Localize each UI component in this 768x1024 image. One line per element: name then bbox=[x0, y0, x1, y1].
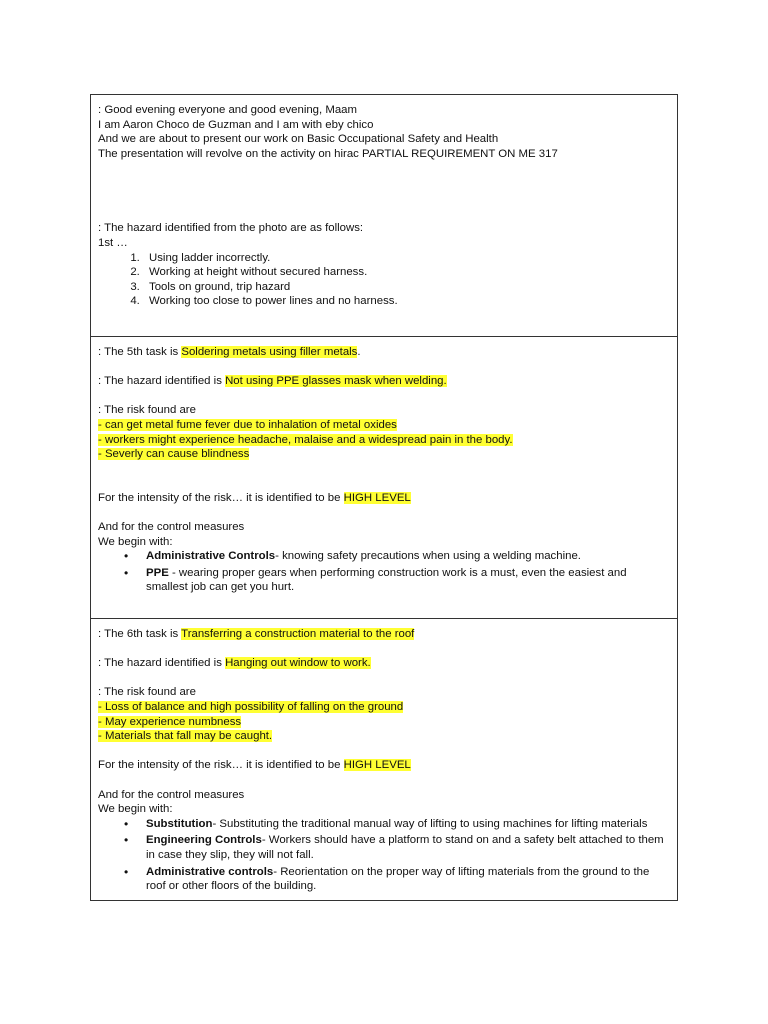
task6-hazard: Hanging out window to work. bbox=[225, 657, 371, 670]
hazard-item: 3. Tools on ground, trip hazard bbox=[143, 280, 670, 295]
task6-control-list bbox=[98, 817, 670, 894]
task6-intensity: HIGH LEVEL bbox=[343, 759, 411, 772]
task5-title-line: : The 5th task is Soldering metals using filler metals. bbox=[98, 346, 361, 358]
greeting-line: : Good evening everyone and good evening, Maam bbox=[98, 104, 357, 116]
task5-risk-item: - can get metal fume fever due to inhalation of metal oxides bbox=[98, 418, 397, 431]
task5-hazard-line: : The hazard identified is Not using PPE glasses mask when welding. bbox=[98, 375, 447, 388]
task6-name: Transferring a construction material to the roof bbox=[181, 628, 415, 640]
topic-line: And we are about to present our work on Basic Occupational Safety and Health bbox=[98, 133, 499, 146]
task6-intensity-line: For the intensity of the risk… it is identified to be HIGH LEVEL bbox=[98, 759, 411, 772]
script-table bbox=[90, 94, 678, 901]
task5-risk-item: - workers might experience headache, malaise and a widespread pain in the body. bbox=[98, 433, 513, 446]
hazard-item: 4. Working too close to power lines and no harness. bbox=[143, 294, 670, 309]
task5-hazard: Not using PPE glasses mask when welding. bbox=[225, 375, 447, 388]
task6-risk-item: - May experience numbness bbox=[98, 715, 242, 728]
task5-cell bbox=[90, 336, 678, 618]
presenters-line: I am Aaron Choco de Guzman and I am with eby chico bbox=[98, 118, 374, 131]
task5-name: Soldering metals using filler metals bbox=[181, 346, 358, 358]
task6-cell bbox=[90, 618, 678, 901]
task5-risk-heading: : The risk found are bbox=[98, 404, 196, 417]
task6-control-heading: And for the control measures bbox=[98, 788, 245, 801]
hazard-intro-line: : The hazard identified from the photo are as follows: bbox=[98, 222, 364, 235]
task5-risk-item: - Severly can cause blindness bbox=[98, 448, 250, 461]
task6-hazard-line: : The hazard identified is Hanging out window to work. bbox=[98, 657, 371, 670]
task6-control-item: • Engineering Controls- Workers should have a platform to stand on and a safety belt attached to them in case they slip, they will not fall. bbox=[146, 833, 670, 862]
task6-title-line: : The 6th task is Transferring a construction material to the roof bbox=[98, 628, 415, 640]
task6-risk-heading: : The risk found are bbox=[98, 686, 196, 699]
task5-begin-line: We begin with: bbox=[98, 535, 173, 548]
first-label: 1st … bbox=[98, 236, 128, 249]
task5-control-heading: And for the control measures bbox=[98, 520, 245, 533]
task5-intensity: HIGH LEVEL bbox=[343, 491, 411, 504]
task5-control-list bbox=[98, 549, 670, 595]
task5-control-item: • PPE - wearing proper gears when performing construction work is a must, even the easiest and smallest job can get you hurt. bbox=[146, 566, 670, 595]
task6-risk-item: - Loss of balance and high possibility of falling on the ground bbox=[98, 700, 404, 713]
hazard-item: 2. Working at height without secured harness. bbox=[143, 265, 670, 280]
task6-control-item: • Administrative controls- Reorientation on the proper way of lifting materials from the ground to the roof or other floors of the building. bbox=[146, 865, 670, 894]
task5-intensity-line: For the intensity of the risk… it is identified to be HIGH LEVEL bbox=[98, 491, 411, 504]
hazard-list bbox=[98, 251, 670, 309]
task6-risk-item: - Materials that fall may be caught. bbox=[98, 730, 273, 743]
task5-control-item: • Administrative Controls- knowing safety precautions when using a welding machine. bbox=[146, 549, 670, 564]
task6-begin-line: We begin with: bbox=[98, 803, 173, 816]
hazard-item: 1. Using ladder incorrectly. bbox=[143, 251, 670, 266]
task6-control-item: • Substitution- Substituting the traditional manual way of lifting to using machines for lifting materials bbox=[146, 817, 670, 832]
intro-cell bbox=[90, 94, 678, 336]
activity-line: The presentation will revolve on the activity on hirac PARTIAL REQUIREMENT ON ME 317 bbox=[98, 147, 558, 160]
